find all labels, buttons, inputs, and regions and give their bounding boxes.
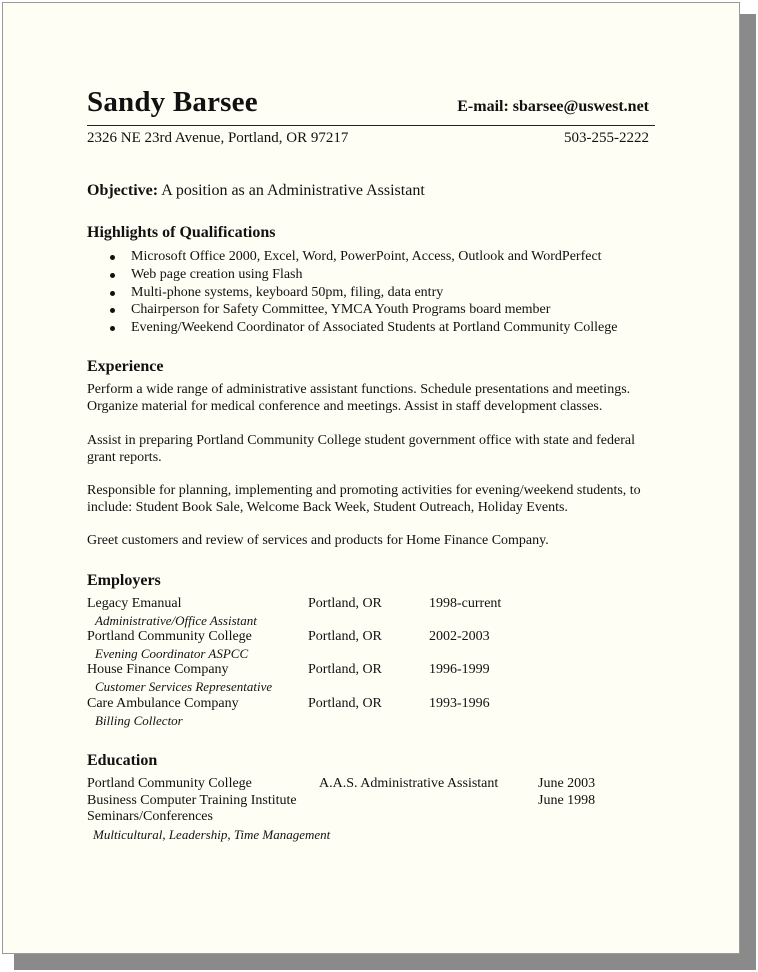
list-item: Chairperson for Safety Committee, YMCA Youth Programs board member	[87, 301, 617, 319]
employer-title: Customer Services Representative	[95, 679, 273, 694]
employer-title: Evening Coordinator ASPCC	[95, 646, 249, 661]
education-school: Seminars/Conferences	[87, 809, 213, 824]
education-date: June 2003	[538, 776, 596, 791]
list-item: Multi-phone systems, keyboard 50pm, filing, data entry	[87, 284, 617, 302]
employer-location: Portland, OR	[308, 596, 382, 611]
objective-text: A position as an Administrative Assistant	[161, 182, 425, 199]
experience-paragraph: Perform a wide range of administrative assistant functions. Schedule presentations and meetings. Organize material for medical conference and meetings. Assist in staff development classes.	[87, 382, 631, 414]
experience-heading: Experience	[87, 358, 164, 375]
employer-dates: 2002-2003	[429, 629, 490, 644]
employer-title: Billing Collector	[95, 713, 183, 728]
experience-paragraph: Responsible for planning, implementing and promoting activities for evening/weekend students, to include: Student Book Sale, Welcome Back Week, Student Outreach, Holiday Events.	[87, 483, 641, 515]
education-school: Portland Community College	[87, 776, 252, 791]
employer-dates: 1996-1999	[429, 662, 490, 677]
employer-company: House Finance Company	[87, 662, 229, 677]
employer-company: Legacy Emanual	[87, 596, 182, 611]
education-school: Business Computer Training Institute	[87, 793, 297, 808]
employer-company: Care Ambulance Company	[87, 696, 239, 711]
employer-location: Portland, OR	[308, 696, 382, 711]
employers-heading: Employers	[87, 572, 161, 589]
list-item: Microsoft Office 2000, Excel, Word, PowerPoint, Access, Outlook and WordPerfect	[87, 248, 617, 266]
objective-label: Objective:	[87, 182, 159, 199]
header-divider	[87, 125, 655, 126]
list-item: Evening/Weekend Coordinator of Associated Students at Portland Community College	[87, 319, 617, 337]
employer-dates: 1993-1996	[429, 696, 490, 711]
qualifications-list	[87, 248, 617, 337]
list-item: Web page creation using Flash	[87, 266, 617, 284]
education-degree: A.A.S. Administrative Assistant	[319, 776, 499, 791]
experience-paragraph: Greet customers and review of services and products for Home Finance Company.	[87, 533, 549, 548]
qualifications-heading: Highlights of Qualifications	[87, 224, 276, 241]
phone-number: 503-255-2222	[564, 130, 649, 146]
experience-paragraph: Assist in preparing Portland Community College student government office with state and federal grant reports.	[87, 433, 635, 465]
seminar-topics: Multicultural, Leadership, Time Management	[93, 827, 331, 842]
employer-title: Administrative/Office Assistant	[95, 613, 257, 628]
employer-location: Portland, OR	[308, 629, 382, 644]
education-date: June 1998	[538, 793, 596, 808]
education-heading: Education	[87, 752, 158, 769]
resume-page	[2, 2, 740, 954]
street-address: 2326 NE 23rd Avenue, Portland, OR 97217	[87, 130, 349, 146]
employer-company: Portland Community College	[87, 629, 252, 644]
email-address[interactable]: E-mail: sbarsee@uswest.net	[457, 98, 649, 115]
applicant-name: Sandy Barsee	[87, 86, 258, 118]
employer-location: Portland, OR	[308, 662, 382, 677]
employer-dates: 1998-current	[429, 596, 502, 611]
objective-line	[87, 182, 425, 200]
